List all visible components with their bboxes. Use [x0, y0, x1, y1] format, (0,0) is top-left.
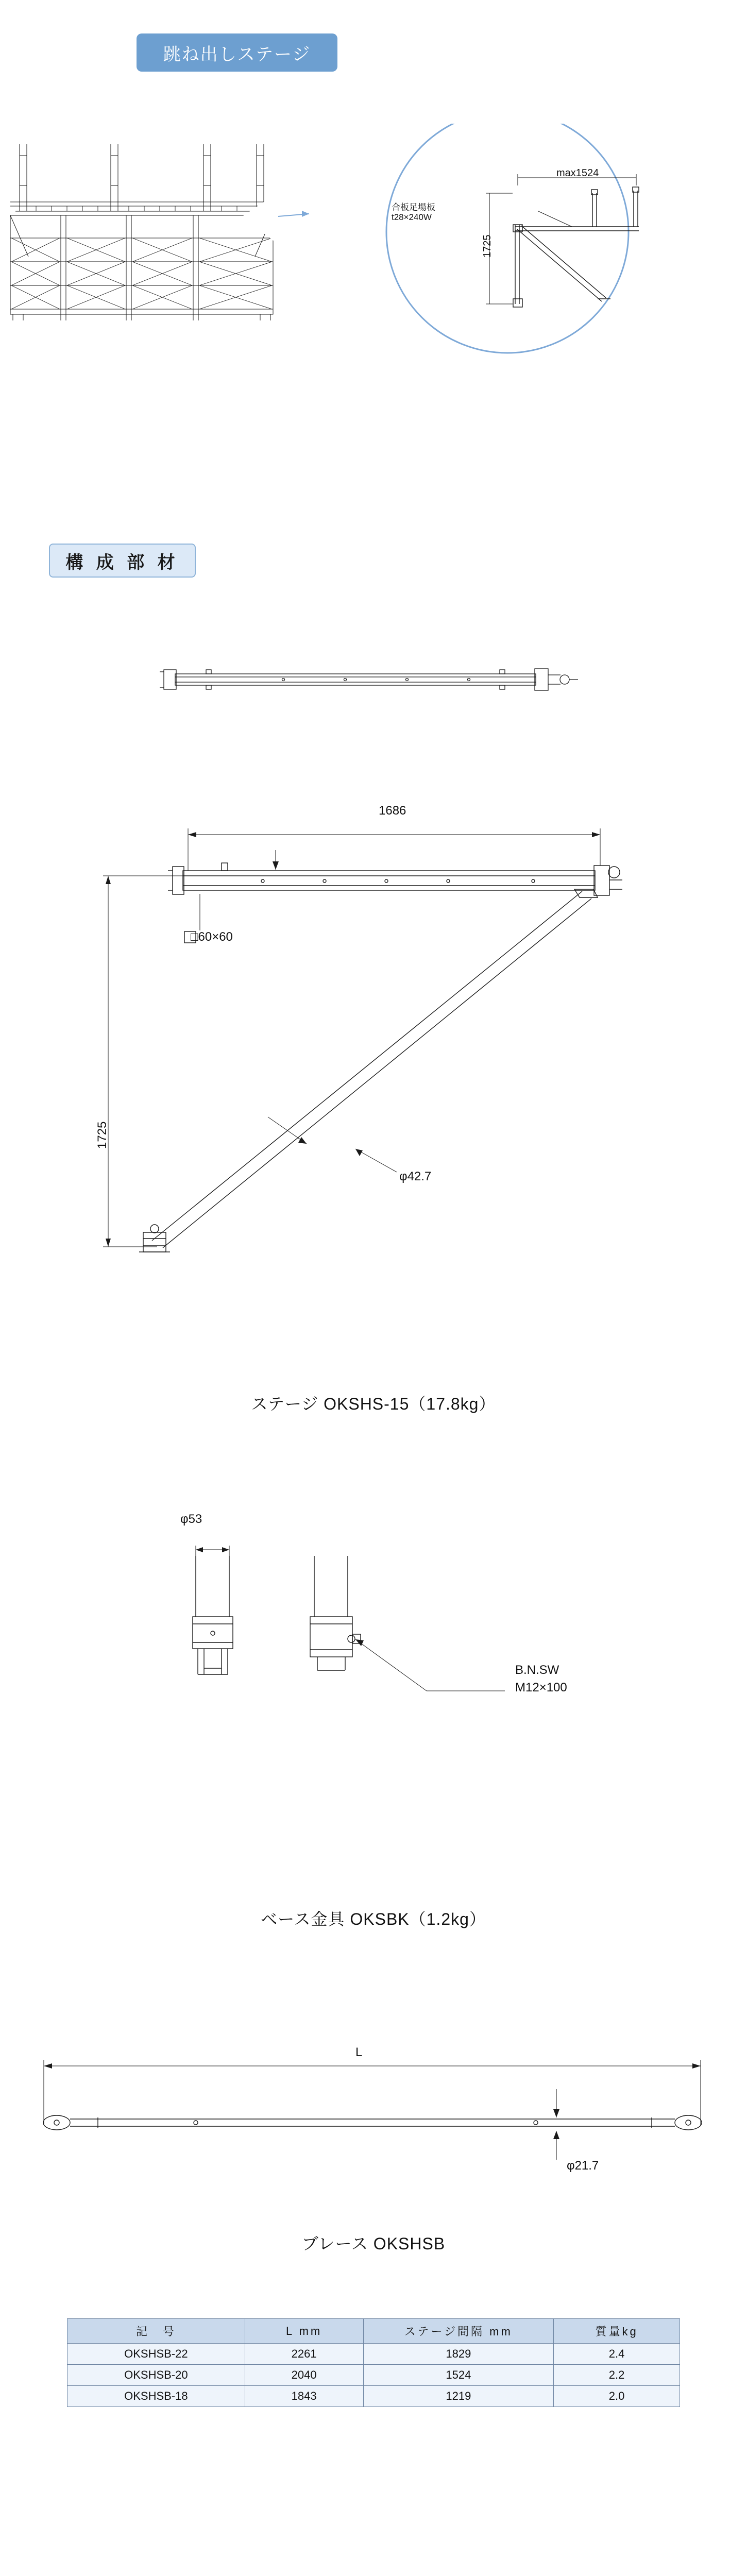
- table-row: [67, 2344, 680, 2365]
- cell-length: 1843: [245, 2386, 363, 2407]
- cell-spacing: 1829: [363, 2344, 554, 2365]
- brace-drawing: [21, 2030, 732, 2215]
- callout-label-line2: t28×240W: [392, 212, 432, 222]
- cell-length: 2040: [245, 2365, 363, 2386]
- th-length: L mm: [245, 2319, 363, 2344]
- table-header-row: [67, 2319, 680, 2344]
- table-row: [67, 2386, 680, 2407]
- dim-overview-1725: 1725: [482, 234, 493, 258]
- cell-spacing: 1219: [363, 2386, 554, 2407]
- th-spacing: ステージ間隔 mm: [363, 2319, 554, 2344]
- dim-base-pipe: φ53: [180, 1512, 202, 1526]
- dim-max1524: max1524: [556, 167, 599, 179]
- cell-symbol: OKSHSB-20: [67, 2365, 245, 2386]
- dim-stage-pipe: φ42.7: [399, 1170, 432, 1183]
- section-title-banner: 跳ね出しステージ: [137, 33, 337, 72]
- dim-stage-square: □60×60: [191, 930, 233, 944]
- th-mass: 質量kg: [554, 2319, 680, 2344]
- overview-diagram: [0, 124, 747, 453]
- dim-stage-1725: 1725: [95, 1121, 109, 1149]
- bolt-label-line1: B.N.SW: [515, 1663, 559, 1677]
- dim-stage-1686: 1686: [379, 804, 406, 818]
- cell-mass: 2.4: [554, 2344, 680, 2365]
- stage-caption: ステージ OKSHS-15（17.8kg）: [251, 1395, 496, 1413]
- spec-table: [67, 2318, 680, 2407]
- beam-top-view: [129, 654, 618, 711]
- stage-bracket-drawing: [67, 788, 634, 1340]
- cell-length: 2261: [245, 2344, 363, 2365]
- base-caption: ベース金具 OKSBK（1.2kg）: [261, 1910, 486, 1928]
- base-fitting-drawing: [144, 1525, 608, 1752]
- detail-circle: [386, 124, 629, 353]
- cell-symbol: OKSHSB-18: [67, 2386, 245, 2407]
- dim-brace-pipe: φ21.7: [567, 2159, 599, 2173]
- dim-brace-L: L: [355, 2045, 363, 2059]
- cell-symbol: OKSHSB-22: [67, 2344, 245, 2365]
- callout-label-line1: 合板足場板: [392, 202, 435, 212]
- th-symbol: 記 号: [67, 2319, 245, 2344]
- brace-caption: ブレース OKSHSB: [301, 2234, 446, 2253]
- cell-spacing: 1524: [363, 2365, 554, 2386]
- bolt-label-line2: M12×100: [515, 1681, 567, 1694]
- cell-mass: 2.2: [554, 2365, 680, 2386]
- table-row: [67, 2365, 680, 2386]
- cell-mass: 2.0: [554, 2386, 680, 2407]
- parts-section-label: 構 成 部 材: [49, 544, 196, 578]
